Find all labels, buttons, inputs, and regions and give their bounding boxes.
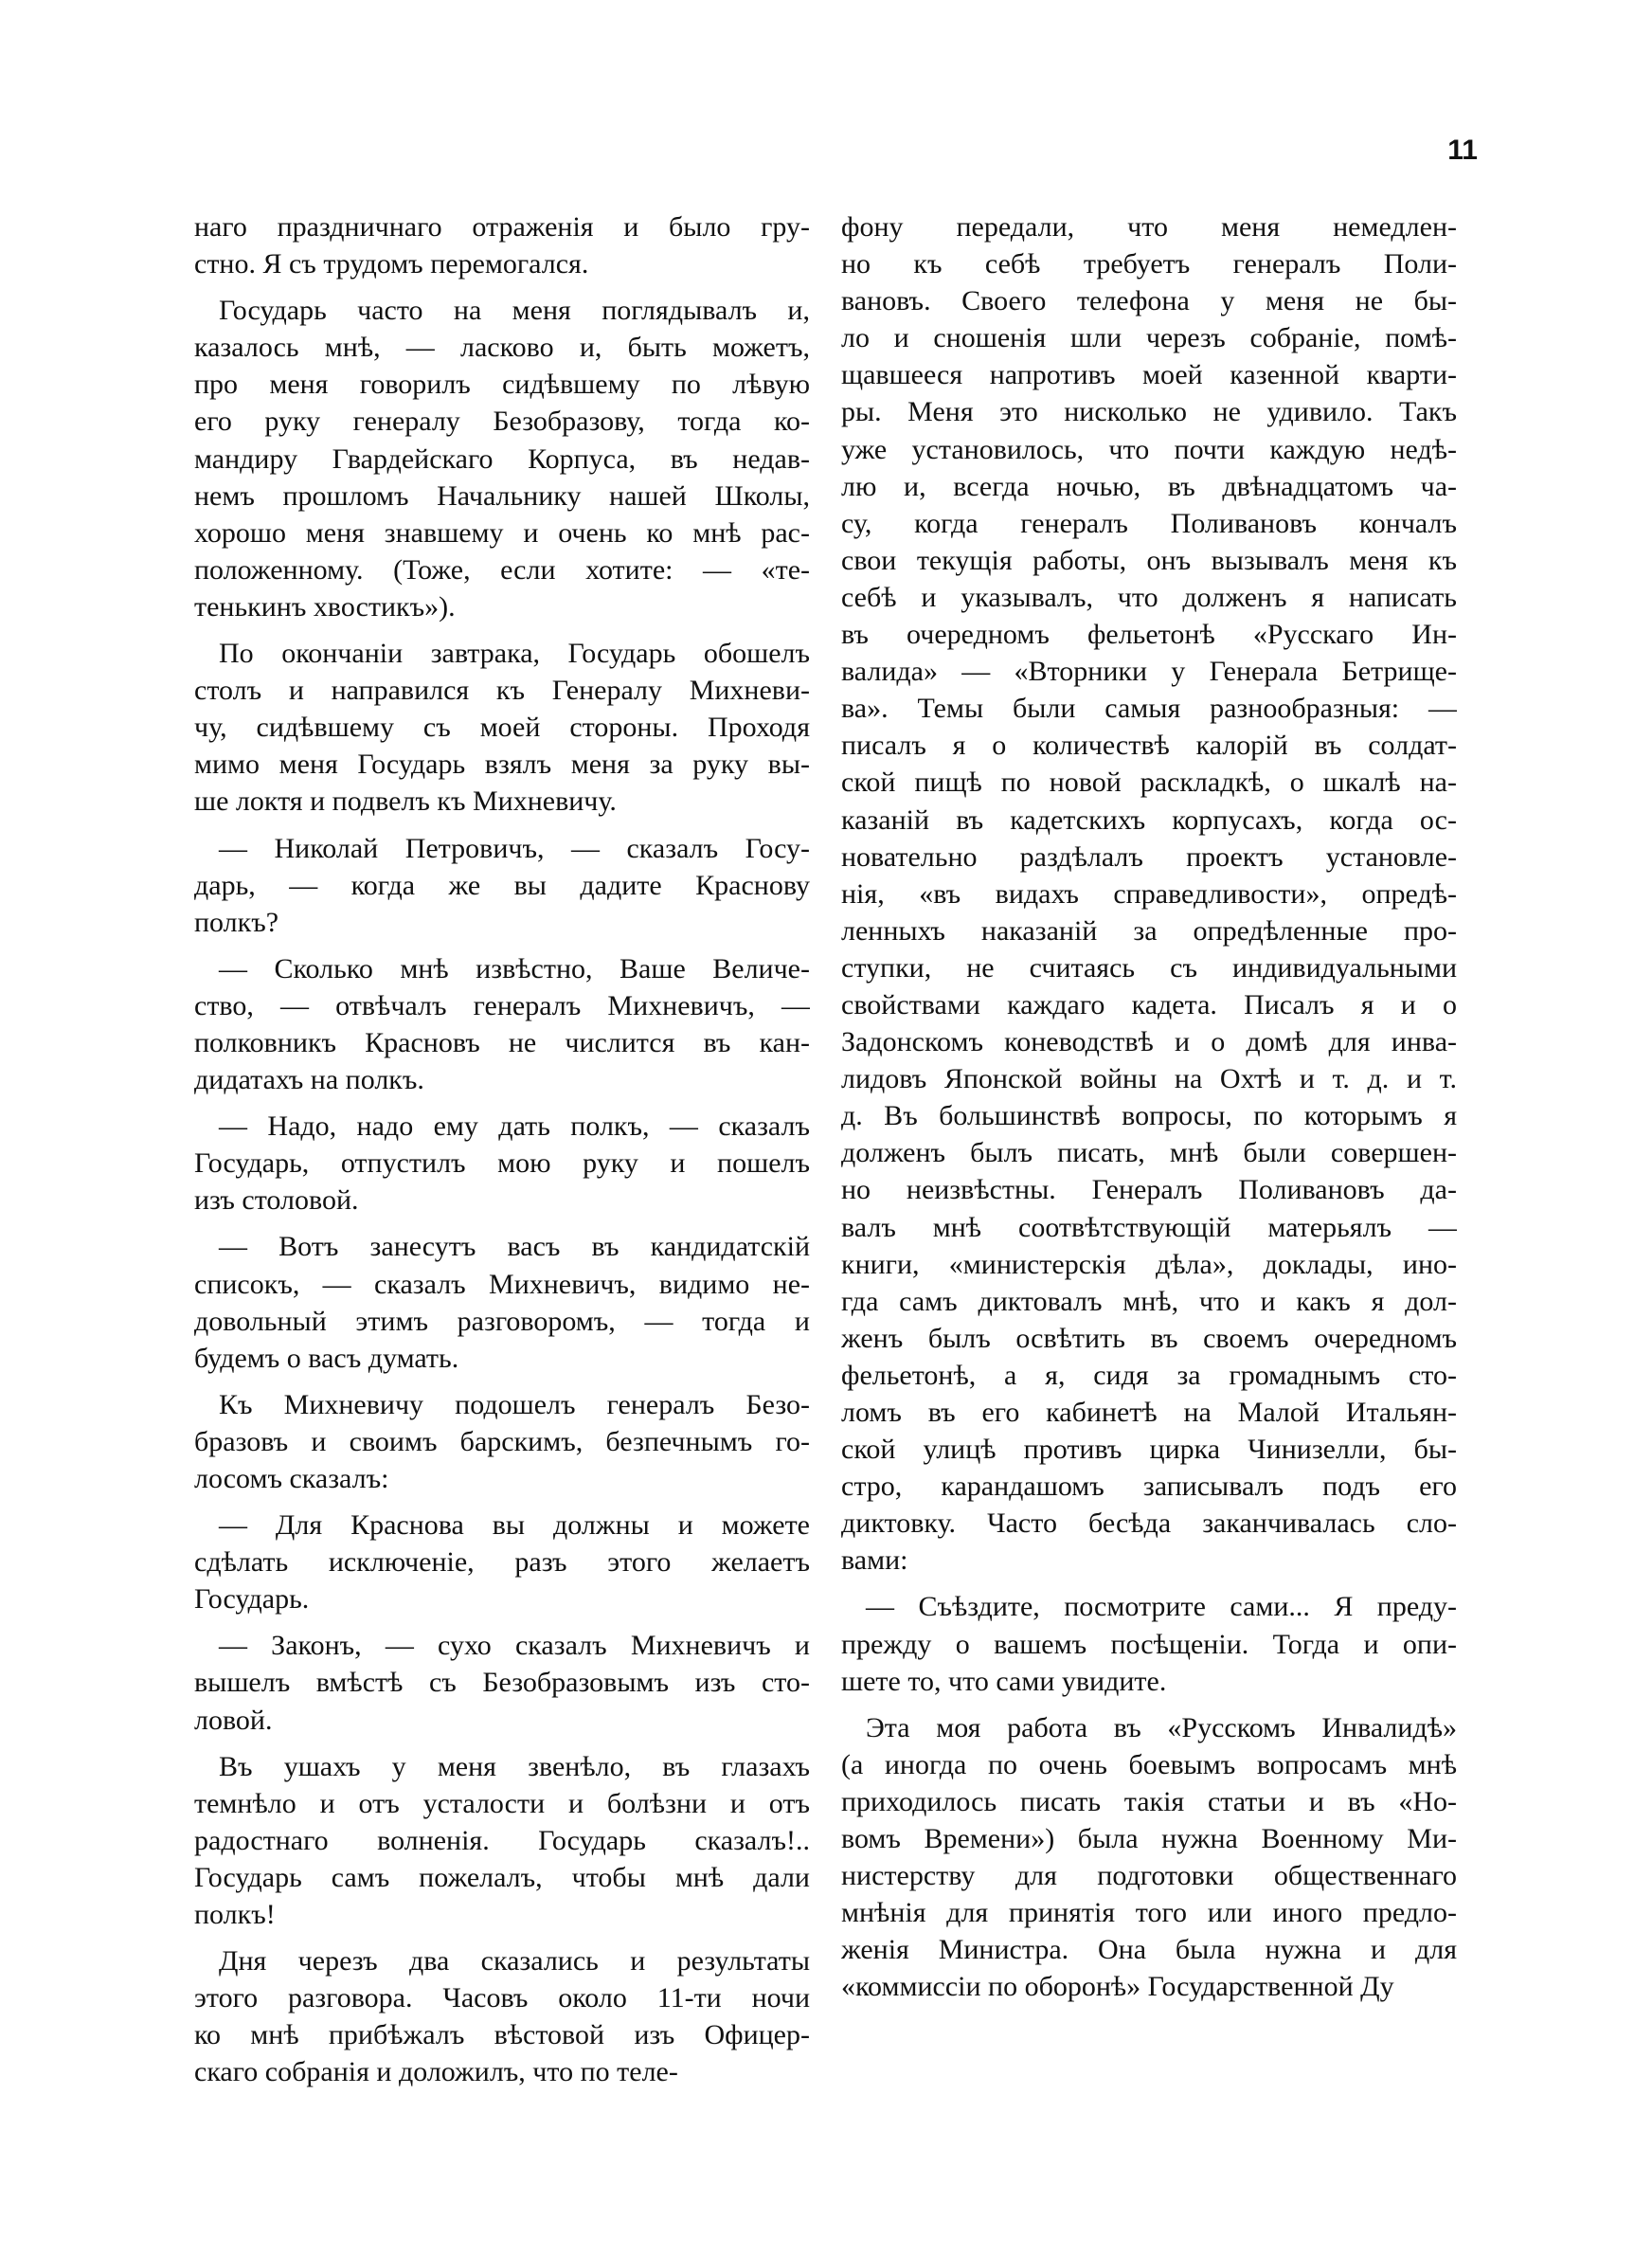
text-line: дидатахъ на полкъ. xyxy=(194,1064,424,1096)
text-line: шете то, что сами увидите. xyxy=(841,1665,1167,1697)
paragraph xyxy=(194,208,810,282)
text-line: скаго собранія и доложилъ, что по теле- xyxy=(194,2056,678,2088)
text-line: вышелъ вмѣстѣ съ Безобразовымъ изъ сто- xyxy=(194,1667,810,1699)
text-line: женъ былъ освѣтить въ своемъ очередномъ xyxy=(841,1322,1457,1354)
paragraph xyxy=(194,292,810,625)
text-line: списокъ, — сказалъ Михневичъ, видимо не- xyxy=(194,1268,810,1300)
page-number: 11 xyxy=(1447,135,1478,166)
text-line: фельетонѣ, а я, сидя за громаднымъ сто- xyxy=(841,1359,1457,1391)
paragraph xyxy=(194,1507,810,1617)
text-line: уже установилось, что почти каждую недѣ- xyxy=(841,433,1457,465)
text-line: валъ мнѣ соотвѣтствующій матерьялъ — xyxy=(841,1211,1457,1243)
text-line: мимо меня Государь взялъ меня за руку вы- xyxy=(194,749,810,781)
text-line: полкъ! xyxy=(194,1899,276,1931)
text-line: темнѣло и отъ усталости и болѣзни и отъ xyxy=(194,1787,810,1819)
text-line: — Николай Петровичъ, — сказалъ Госу- xyxy=(219,832,810,864)
text-line: изъ столовой. xyxy=(194,1184,359,1217)
text-line: валида» — «Вторники у Генерала Бетрище- xyxy=(841,656,1457,688)
text-line: хорошо меня знавшему и очень ко мнѣ рас- xyxy=(194,516,810,549)
text-line: Государь самъ пожелалъ, чтобы мнѣ дали xyxy=(194,1861,810,1893)
text-line: сдѣлать исключеніе, разъ этого желаетъ xyxy=(194,1546,810,1579)
text-line: нистерству для подготовки общественнаго xyxy=(841,1860,1457,1892)
text-line: столъ и направился къ Генералу Михневи- xyxy=(194,675,810,707)
text-line: про меня говорилъ сидѣвшему по лѣвую xyxy=(194,369,810,401)
text-line: — Надо, надо ему дать полкъ, — сказалъ xyxy=(219,1110,810,1143)
paragraph xyxy=(194,1228,810,1376)
text-line: свойствами каждаго кадета. Писалъ я и о xyxy=(841,988,1457,1020)
text-line: вомъ Времени») была нужна Военному Ми- xyxy=(841,1823,1457,1855)
text-line: — Сколько мнѣ извѣстно, Ваше Величе- xyxy=(219,952,810,984)
text-line: ры. Меня это нисколько не удивило. Такъ xyxy=(841,396,1457,428)
text-line: стно. Я съ трудомъ перемогался. xyxy=(194,248,589,280)
text-line: Дня черезъ два сказались и результаты xyxy=(219,1945,810,1977)
text-line: лидовъ Японской войны на Охтѣ и т. д. и т. xyxy=(841,1063,1457,1095)
text-line: вами: xyxy=(841,1544,908,1577)
text-line: — Вотъ занесутъ васъ въ кандидатскій xyxy=(219,1231,810,1263)
text-line: казаній въ кадетскихъ корпусахъ, когда ос- xyxy=(841,803,1457,836)
text-line: ше локтя и подвелъ къ Михневичу. xyxy=(194,785,617,818)
text-line: — Съѣздите, посмотрите сами... Я преду- xyxy=(866,1591,1457,1623)
paragraph xyxy=(194,1386,810,1497)
text-line: будемъ о васъ думать. xyxy=(194,1342,459,1374)
text-line: ство, — отвѣчалъ генералъ Михневичъ, — xyxy=(194,989,810,1021)
text-line: чу, сидѣвшему съ моей стороны. Проходя xyxy=(194,712,810,744)
text-line: но неизвѣстны. Генералъ Поливановъ да- xyxy=(841,1174,1457,1206)
text-line: радостнаго волненія. Государь сказалъ!.. xyxy=(194,1824,810,1856)
text-line: полкъ? xyxy=(194,906,279,938)
text-line: гда самъ диктовалъ мнѣ, что и какъ я дол- xyxy=(841,1285,1457,1317)
text-line: ловой. xyxy=(194,1704,273,1736)
text-line: ва». Темы были самыя разнообразныя: — xyxy=(841,693,1457,725)
text-line: ленныхъ наказаній за опредѣленные про- xyxy=(841,914,1457,947)
text-line: книги, «министерскія дѣла», доклады, ино- xyxy=(841,1248,1457,1280)
text-line: довольный этимъ разговоромъ, — тогда и xyxy=(194,1305,810,1337)
text-line: бразовъ и своимъ барскимъ, безпечнымъ го- xyxy=(194,1425,810,1457)
paragraph xyxy=(841,208,1457,1579)
left-column xyxy=(194,208,810,2091)
text-line: Задонскомъ коневодствѣ и о домѣ для инва- xyxy=(841,1026,1457,1058)
text-line: нія, «въ видахъ справедливости», опредѣ- xyxy=(841,877,1457,910)
paragraph xyxy=(841,1588,1457,1699)
text-line: положенному. (Тоже, если хотите: — «те- xyxy=(194,553,810,586)
text-line: этого разговора. Часовъ около 11-ти ночи xyxy=(194,1982,810,2014)
text-line: Эта моя работа въ «Русскомъ Инвалидѣ» xyxy=(866,1711,1457,1743)
text-line: ломъ въ его кабинетѣ на Малой Итальян- xyxy=(841,1397,1457,1428)
text-line: ступки, не считаясь съ индивидуальными xyxy=(841,951,1457,984)
text-line: прежду о вашемъ посѣщеніи. Тогда и опи- xyxy=(841,1628,1457,1660)
paragraph xyxy=(194,830,810,941)
text-line: себѣ и указывалъ, что долженъ я написать xyxy=(841,581,1457,613)
text-line: Къ Михневичу подошелъ генералъ Безо- xyxy=(219,1388,810,1420)
text-line: ло и сношенія шли черезъ собраніе, помѣ- xyxy=(841,322,1457,354)
text-line: дарь, — когда же вы дадите Краснову xyxy=(194,869,810,901)
text-line: долженъ былъ писать, мнѣ были совершен- xyxy=(841,1137,1457,1169)
text-line: въ очередномъ фельетонѣ «Русскаго Ин- xyxy=(841,619,1457,651)
text-line: вановъ. Своего телефона у меня не бы- xyxy=(841,285,1457,317)
text-line: но къ себѣ требуетъ генералъ Поли- xyxy=(841,248,1457,280)
text-line: стро, карандашомъ записывалъ подъ его xyxy=(841,1471,1457,1503)
text-line: писалъ я о количествѣ калорій въ солдат- xyxy=(841,730,1457,762)
text-line: Въ ушахъ у меня звенѣло, въ глазахъ xyxy=(219,1750,810,1782)
text-line: свои текущія работы, онъ вызывалъ меня къ xyxy=(841,544,1457,576)
text-line: мандиру Гвардейскаго Корпуса, въ недав- xyxy=(194,442,810,475)
text-line: диктовку. Часто бесѣда заканчивалась сло- xyxy=(841,1508,1457,1540)
paragraph xyxy=(194,1748,810,1933)
paragraph xyxy=(194,1942,810,2090)
text-line: Государь часто на меня поглядывалъ и, xyxy=(219,295,810,327)
text-line: ской улицѣ противъ цирка Чинизелли, бы- xyxy=(841,1434,1457,1466)
paragraph xyxy=(194,1627,810,1738)
text-line: По окончаніи завтрака, Государь обошелъ xyxy=(219,638,810,670)
text-line: его руку генералу Безобразову, тогда ко- xyxy=(194,406,810,438)
text-line: женія Министра. Она была нужна и для xyxy=(841,1934,1457,1966)
paragraph xyxy=(841,1709,1457,2006)
text-line: немъ прошломъ Начальнику нашей Школы, xyxy=(194,479,810,512)
text-line: щавшееся напротивъ моей казенной кварти- xyxy=(841,359,1457,391)
text-line: новательно раздѣлалъ проектъ установле- xyxy=(841,840,1457,873)
text-line: ской пищѣ по новой раскладкѣ, о шкалѣ на- xyxy=(841,767,1457,799)
text-line: (а иногда по очень боевымъ вопросамъ мнѣ xyxy=(841,1748,1457,1780)
text-line: фону передали, что меня немедлен- xyxy=(841,211,1457,243)
text-line: Государь. xyxy=(194,1583,310,1616)
text-line: полковникъ Красновъ не числится въ кан- xyxy=(194,1026,810,1058)
text-line: д. Въ большинствѣ вопросы, по которымъ я xyxy=(841,1100,1457,1132)
right-column xyxy=(841,208,1457,2006)
paragraph xyxy=(194,635,810,820)
text-line: — Для Краснова вы должны и можете xyxy=(219,1509,810,1542)
paragraph xyxy=(194,950,810,1098)
text-line: мнѣнія для принятія того или иного предло- xyxy=(841,1897,1457,1929)
text-line: тенькинъ хвостикъ»). xyxy=(194,590,456,623)
text-line: наго праздничнаго отраженія и было гру- xyxy=(194,211,810,243)
text-line: — Законъ, — сухо сказалъ Михневичъ и xyxy=(219,1630,810,1662)
text-line: «коммиссіи по оборонѣ» Государственной Ду xyxy=(841,1971,1394,2003)
paragraph xyxy=(194,1108,810,1219)
text-line: лосомъ сказалъ: xyxy=(194,1463,389,1494)
text-line: приходилось писать такія статьи и въ «Но- xyxy=(841,1785,1457,1817)
text-line: ко мнѣ прибѣжалъ вѣстовой изъ Офицер- xyxy=(194,2019,810,2051)
text-line: Государь, отпустилъ мою руку и пошелъ xyxy=(194,1147,810,1180)
text-line: казалось мнѣ, — ласково и, быть можетъ, xyxy=(194,332,810,364)
text-line: су, когда генералъ Поливановъ кончалъ xyxy=(841,507,1457,539)
text-line: лю и, всегда ночью, въ двѣнадцатомъ ча- xyxy=(841,470,1457,502)
